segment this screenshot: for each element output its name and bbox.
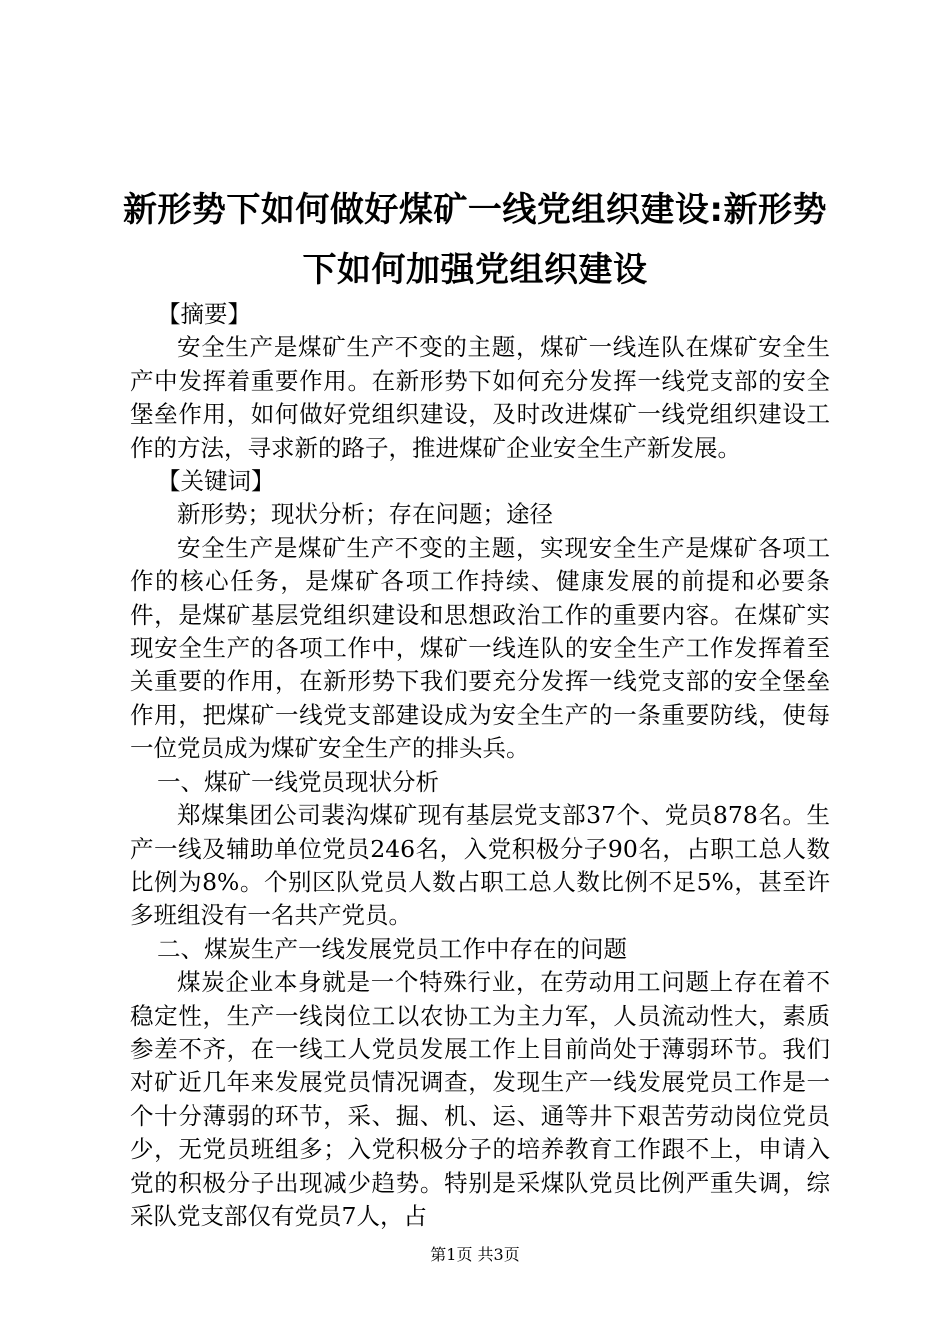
section-1-heading: 一、煤矿一线党员现状分析 [157, 767, 440, 796]
abstract-paragraph: 安全生产是煤矿生产不变的主题，煤矿一线连队在煤矿安全生产中发挥着重要作用。在新形势下如何充分发挥一线党支部的安全堡垒作用，如何做好党组织建设，及时改进煤矿一线党组织建设工作的方法，寻求新的路子，推进煤矿企业安全生产新发展。 [130, 333, 830, 462]
intro-paragraph: 安全生产是煤矿生产不变的主题，实现安全生产是煤矿各项工作的核心任务，是煤矿各项工作持续、健康发展的前提和必要条件，是煤矿基层党组织建设和思想政治工作的重要内容。在煤矿实现安全生产的各项工作中，煤矿一线连队的安全生产工作发挥着至关重要的作用，在新形势下我们要充分发挥一线党支部的安全堡垒作用，把煤矿一线党支部建设成为安全生产的一条重要防线，使每一位党员成为煤矿安全生产的排头兵。 [130, 533, 830, 763]
keywords-paragraph: 新形势；现状分析；存在问题；途径 [177, 500, 553, 529]
document-title: 新形势下如何做好煤矿一线党组织建设:新形势下如何加强党组织建设 [122, 190, 828, 290]
keywords-label: 【关键词】 [157, 467, 275, 496]
section-1-paragraph: 郑煤集团公司裴沟煤矿现有基层党支部37个、党员878名。生产一线及辅助单位党员246名，入党积极分子90名，占职工总人数比例为8%。个别区队党员人数占职工总人数比例不足5%，甚至许多班组没有一名共产党员。 [130, 801, 830, 930]
section-2-heading: 二、煤炭生产一线发展党员工作中存在的问题 [157, 934, 628, 963]
abstract-label: 【摘要】 [157, 300, 252, 328]
document-body [130, 298, 830, 1233]
page-footer [0, 1245, 950, 1265]
page-indicator: 第1页 共3页 [430, 1245, 520, 1264]
section-2-paragraph: 煤炭企业本身就是一个特殊行业，在劳动用工问题上存在着不稳定性，生产一线岗位工以农协工为主力军，人员流动性大，素质参差不齐，在一线工人党员发展工作上目前尚处于薄弱环节。我们对矿近几年来发展党员情况调查，发现生产一线发展党员工作是一个十分薄弱的环节，采、掘、机、运、通等井下艰苦劳动岗位党员少，无党员班组多；入党积极分子的培养教育工作跟不上，申请入党的积极分子出现减少趋势。特别是采煤队党员比例严重失调，综采队党支部仅有党员7人，占 [130, 968, 830, 1230]
